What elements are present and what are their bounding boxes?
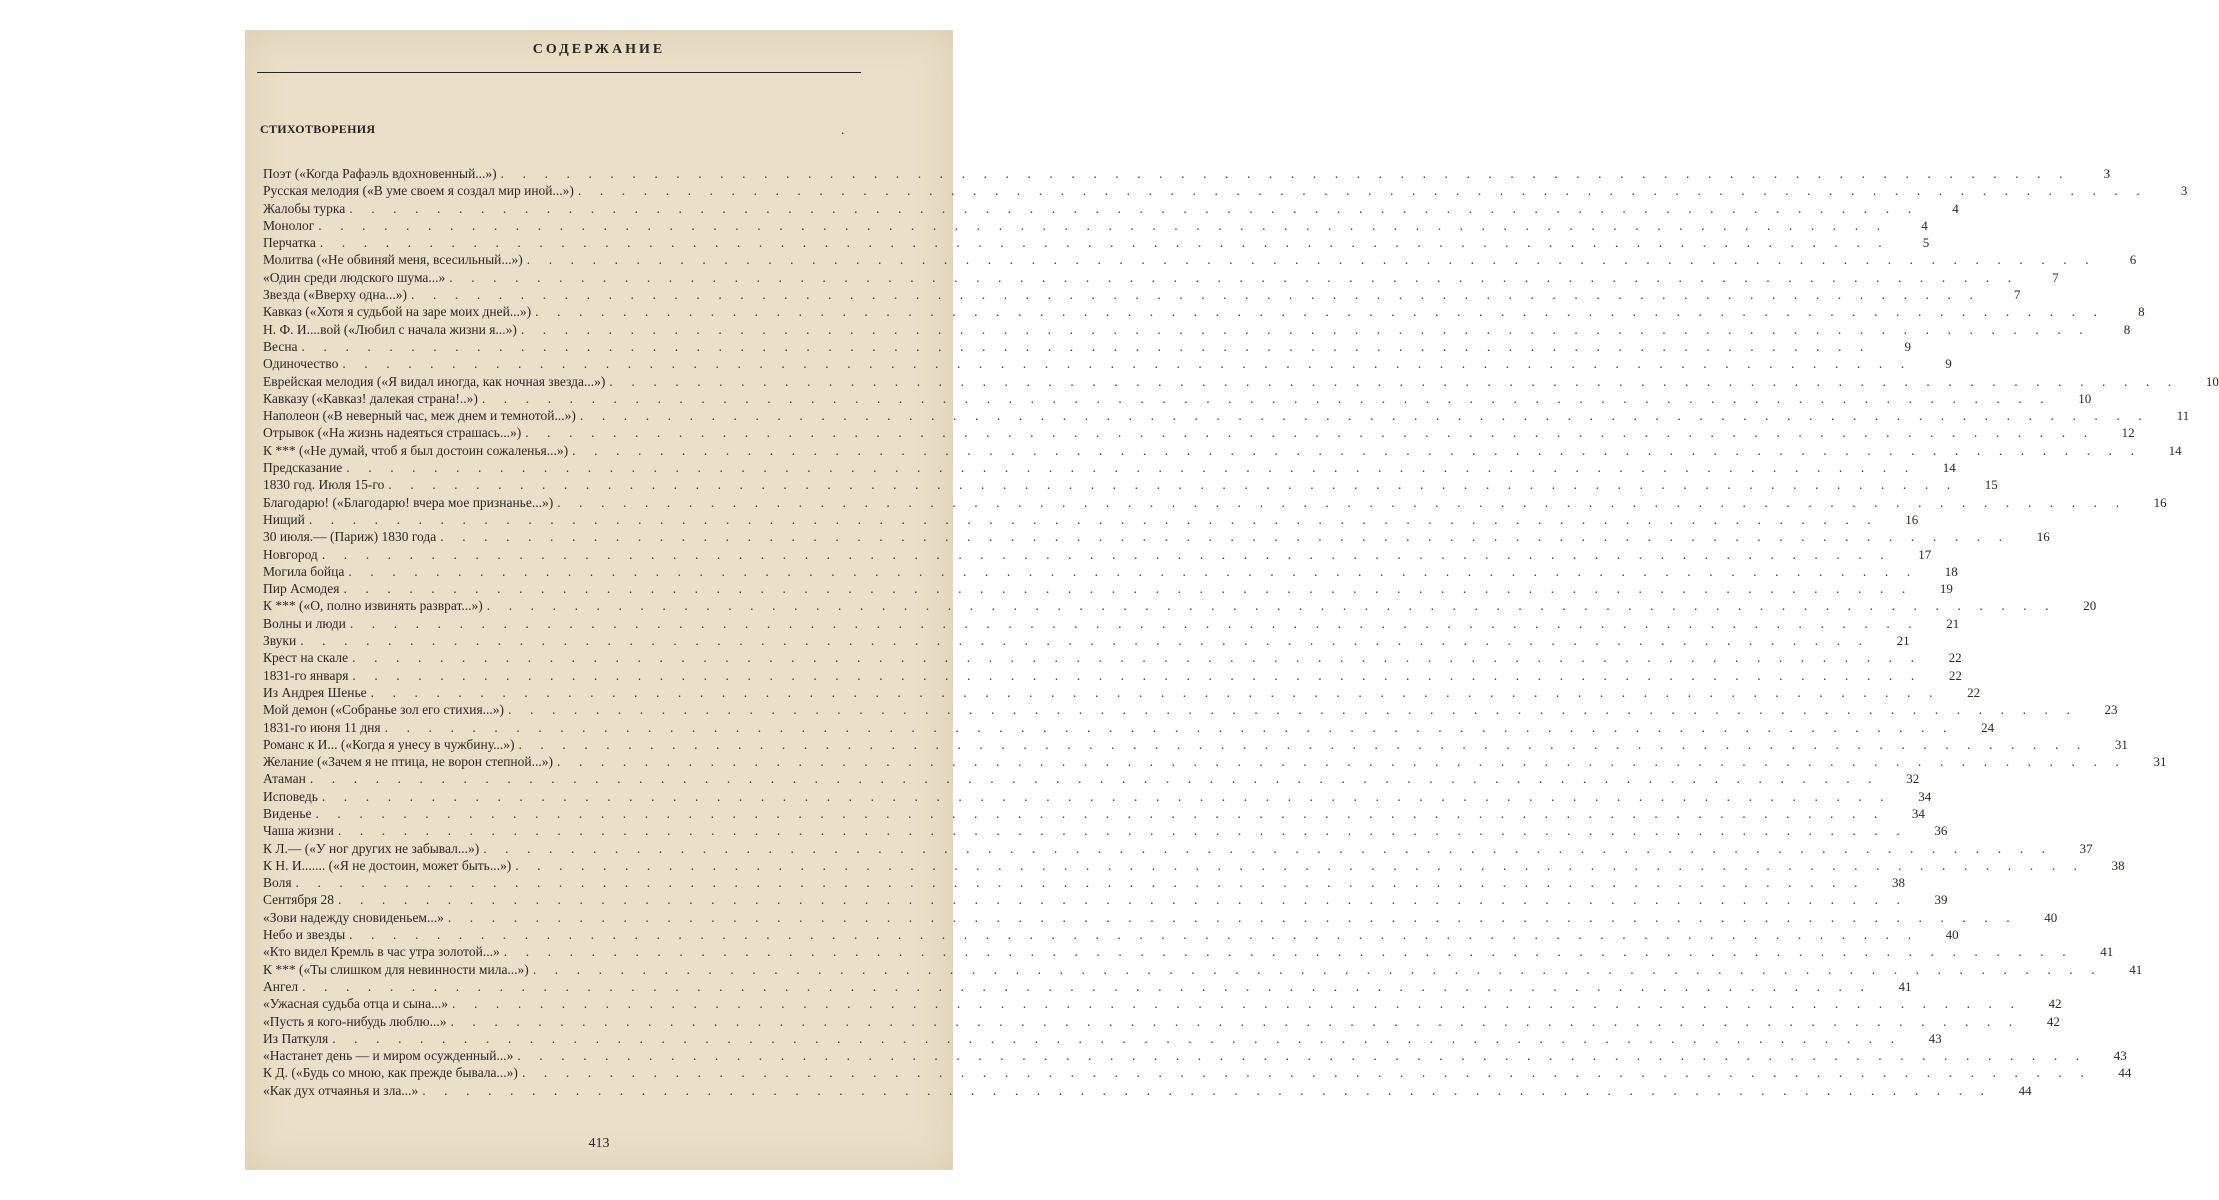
entry-page-number: 15	[1984, 477, 1998, 493]
entry-title: Из Паткуля	[263, 1030, 329, 1046]
entry-title: Чаша жизни	[263, 823, 334, 839]
dot-leader: . . . . . . . . . . . . . . . . . . . . . . . . . . . . . . . . . . . . . . . . . . . . . . . . . . . . . . . . . . . . . . . . . . . . . . . .	[532, 961, 2103, 977]
dot-leader: . . . . . . . . . . . . . . . . . . . . . . . . . . . . . . . . . . . . . . . . . . . . . . . . . . . . . . . . . . . . . . . . . . . . . . . .	[609, 373, 2179, 389]
dot-leader: . . . . . . . . . . . . . . . . . . . . . . . . . . . . . . . . . . . . . . . . . . . . . . . . . . . . . . . . . . . . . . . . . . . . . . . .	[319, 235, 1890, 251]
entry-page-number: 43	[1928, 1030, 1942, 1046]
entry-title: К Д. («Будь со мною, как прежде бывала...»)	[263, 1065, 518, 1081]
entry-page-number: 7	[2052, 269, 2059, 285]
toc-entry	[263, 1064, 2132, 1081]
entry-title: Монолог	[263, 217, 315, 233]
toc-entry	[263, 961, 2143, 978]
entry-page-number: 14	[2168, 442, 2182, 458]
dot-leader: . . . . . . . . . . . . . . . . . . . . . . . . . . . . . . . . . . . . . . . . . . . . . . . . . . . . . . . . . . . . . . . . . . . . . . . .	[450, 1013, 2020, 1029]
toc-entry	[263, 667, 1962, 684]
toc-entry	[263, 857, 2125, 874]
entry-page-number: 44	[2018, 1082, 2032, 1098]
entry-page-number: 12	[2121, 425, 2135, 441]
entry-page-number: 41	[1898, 978, 1912, 994]
dot-leader: . . . . . . . . . . . . . . . . . . . . . . . . . . . . . . . . . . . . . . . . . . . . . . . . . . . . . . . . . . . . . . . . . . . . . . . .	[535, 304, 2105, 320]
entry-page-number: 10	[2205, 373, 2219, 389]
entry-page-number: 6	[2129, 252, 2137, 268]
dot-leader: . . . . . . . . . . . . . . . . . . . . . . . . . . . . . . . . . . . . . . . . . . . . . . . . . . . . . . . . . . . . . . . . . . . . . . . .	[352, 650, 1922, 666]
entry-title: Звуки	[263, 633, 297, 649]
entry-page-number: 42	[2048, 996, 2062, 1012]
entry-page-number: 4	[1921, 217, 1928, 233]
entry-title: «Как дух отчаянья и зла...»	[263, 1082, 419, 1098]
dot-leader: . . . . . . . . . . . . . . . . . . . . . . . . . . . . . . . . . . . . . . . . . . . . . . . . . . . . . . . . . . . . . . . . . . . . . . . .	[449, 269, 2019, 285]
toc-entry	[263, 286, 2021, 303]
dot-leader: . . . . . . . . . . . . . . . . . . . . . . . . . . . . . . . . . . . . . . . . . . . . . . . . . . . . . . . . . . . . . . . . . . . . . . . .	[579, 408, 2150, 424]
toc-entry	[263, 649, 1962, 666]
toc-entry	[263, 891, 1948, 908]
toc-entry	[263, 442, 2182, 459]
entry-page-number: 40	[2044, 909, 2058, 925]
entry-page-number: 22	[1948, 667, 1962, 683]
entry-page-number: 18	[1944, 563, 1958, 579]
toc-entry	[263, 909, 2058, 926]
toc-entry	[263, 303, 2145, 320]
section-mark: .	[841, 122, 845, 137]
toc-entry	[263, 546, 1932, 563]
entry-page-number: 17	[1918, 546, 1932, 562]
toc-entry	[263, 511, 1919, 528]
entry-page-number: 43	[2113, 1048, 2127, 1064]
dot-leader: . . . . . . . . . . . . . . . . . . . . . . . . . . . . . . . . . . . . . . . . . . . . . . . . . . . . . . . . . . . . . . . . . . . . . . . .	[440, 529, 2010, 545]
dot-leader: . . . . . . . . . . . . . . . . . . . . . . . . . . . . . . . . . . . . . . . . . . . . . . . . . . . . . . . . . . . . . . . . . . . . . . . .	[301, 338, 1871, 354]
entry-title: 1831-го января	[263, 667, 349, 683]
toc-entry	[263, 580, 1953, 597]
entry-title: Ангел	[263, 978, 299, 994]
entry-title: 1830 год. Июля 15-го	[263, 477, 385, 493]
entry-title: К *** («Ты слишком для невинности мила...»)	[263, 961, 529, 977]
entry-page-number: 22	[1948, 650, 1962, 666]
toc-entry	[263, 494, 2167, 511]
dot-leader: . . . . . . . . . . . . . . . . . . . . . . . . . . . . . . . . . . . . . . . . . . . . . . . . . . . . . . . . . . . . . . . . . . . . . . . .	[295, 875, 1865, 891]
entry-page-number: 24	[1981, 719, 1995, 735]
entry-page-number: 11	[2176, 408, 2190, 424]
entry-title: Еврейская мелодия («Я видал иногда, как ночная звезда...»)	[263, 373, 606, 389]
toc-entry	[263, 840, 2093, 857]
toc-entry	[263, 234, 1930, 251]
dot-leader: . . . . . . . . . . . . . . . . . . . . . . . . . . . . . . . . . . . . . . . . . . . . . . . . . . . . . . . . . . . . . . . . . . . . . . . .	[337, 823, 1908, 839]
entry-title: Атаман	[263, 771, 306, 787]
entry-title: «Ужасная судьба отца и сына...»	[263, 996, 449, 1012]
dot-leader: . . . . . . . . . . . . . . . . . . . . . . . . . . . . . . . . . . . . . . . . . . . . . . . . . . . . . . . . . . . . . . . . . . . . . . . .	[349, 200, 1919, 216]
entry-title: Нищий	[263, 511, 305, 527]
toc-entry	[263, 978, 1912, 995]
entry-page-number: 3	[2180, 183, 2188, 199]
toc-entry	[263, 684, 1981, 701]
entry-page-number: 7	[2013, 287, 2021, 303]
entry-title: Виденье	[263, 805, 312, 821]
dot-leader: . . . . . . . . . . . . . . . . . . . . . . . . . . . . . . . . . . . . . . . . . . . . . . . . . . . . . . . . . . . . . . . . . . . . . . . .	[577, 183, 2148, 199]
dot-leader: . . . . . . . . . . . . . . . . . . . . . . . . . . . . . . . . . . . . . . . . . . . . . . . . . . . . . . . . . . . . . . . . . . . . . . . .	[349, 615, 1920, 631]
dot-leader: . . . . . . . . . . . . . . . . . . . . . . . . . . . . . . . . . . . . . . . . . . . . . . . . . . . . . . . . . . . . . . . . . . . . . . . .	[520, 321, 2091, 337]
toc-entry	[263, 217, 1928, 234]
entry-page-number: 10	[2078, 390, 2092, 406]
dot-leader: . . . . . . . . . . . . . . . . . . . . . . . . . . . . . . . . . . . . . . . . . . . . . . . . . . . . . . . . . . . . . . . . . . . . . . . .	[338, 892, 1908, 908]
entry-title: К Н. И....... («Я не достоин, может быть...»)	[263, 857, 512, 873]
dot-leader: . . . . . . . . . . . . . . . . . . . . . . . . . . . . . . . . . . . . . . . . . . . . . . . . . . . . . . . . . . . . . . . . . . . . . . . .	[349, 927, 1919, 943]
toc-entry	[263, 476, 1998, 493]
toc-entry	[263, 407, 2190, 424]
section-heading: СТИХОТВОРЕНИЯ	[260, 122, 376, 136]
entry-title: Наполеон («В неверный час, меж днем и темнотой...»)	[263, 408, 576, 424]
entry-title: «Зови надежду сновиденьем...»	[263, 909, 444, 925]
entry-title: К Л.— («У ног других не забывал...»)	[263, 840, 480, 856]
entry-title: Новгород	[263, 546, 318, 562]
toc-entry	[263, 632, 1910, 649]
dot-leader: . . . . . . . . . . . . . . . . . . . . . . . . . . . . . . . . . . . . . . . . . . . . . . . . . . . . . . . . . . . . . . . . . . . . . . . .	[309, 771, 1880, 787]
toc-entry	[263, 321, 2131, 338]
dot-leader: . . . . . . . . . . . . . . . . . . . . . . . . . . . . . . . . . . . . . . . . . . . . . . . . . . . . . . . . . . . . . . . . . . . . . . . .	[315, 805, 1885, 821]
dot-leader: . . . . . . . . . . . . . . . . . . . . . . . . . . . . . . . . . . . . . . . . . . . . . . . . . . . . . . . . . . . . . . . . . . . . . . . .	[481, 390, 2052, 406]
toc-entry	[263, 1082, 2032, 1099]
entry-page-number: 39	[1934, 892, 1948, 908]
dot-leader: . . . . . . . . . . . . . . . . . . . . . . . . . . . . . . . . . . . . . . . . . . . . . . . . . . . . . . . . . . . . . . . . . . . . . . . .	[321, 788, 1892, 804]
entry-title: Небо и звезды	[263, 927, 346, 943]
toc-entry	[263, 753, 2167, 770]
entry-page-number: 21	[1946, 615, 1960, 631]
page-title: СОДЕРЖАНИЕ	[532, 42, 666, 57]
entry-title: Поэт («Когда Рафаэль вдохновенный...»)	[263, 166, 497, 181]
entry-page-number: 31	[2153, 754, 2167, 770]
entry-title: К *** («Не думай, чтоб я был достоин сожаленья...»)	[263, 442, 569, 458]
toc-entry	[263, 736, 2128, 753]
dot-leader: . . . . . . . . . . . . . . . . . . . . . . . . . . . . . . . . . . . . . . . . . . . . . . . . . . . . . . . . . . . . . . . . . . . . . . . .	[486, 598, 2057, 614]
entry-page-number: 8	[2123, 321, 2131, 337]
entry-page-number: 34	[1911, 805, 1925, 821]
toc-entry	[263, 822, 1948, 839]
book-page	[245, 30, 2219, 1170]
entry-title: Пир Асмодея	[263, 581, 340, 597]
entry-page-number: 9	[1945, 356, 1952, 372]
entry-page-number: 4	[1952, 200, 1959, 216]
toc-entry	[263, 563, 1958, 580]
dot-leader: . . . . . . . . . . . . . . . . . . . . . . . . . . . . . . . . . . . . . . . . . . . . . . . . . . . . . . . . . . . . . . . . . . . . . . . .	[318, 217, 1888, 233]
entry-page-number: 16	[1905, 511, 1919, 527]
entry-page-number: 20	[2083, 598, 2097, 614]
entry-page-number: 21	[1896, 633, 1910, 649]
entry-title: Воля	[263, 875, 292, 891]
dot-leader: . . . . . . . . . . . . . . . . . . . . . . . . . . . . . . . . . . . . . . . . . . . . . . . . . . . . . . . . . . . . . . . . . . . . . . . .	[557, 754, 2127, 770]
entry-title: «Кто видел Кремль в час утра золотой...»	[263, 944, 500, 960]
dot-leader: . . . . . . . . . . . . . . . . . . . . . . . . . . . . . . . . . . . . . . . . . . . . . . . . . . . . . . . . . . . . . . . . . . . . . . . .	[342, 356, 1912, 372]
dot-leader: . . . . . . . . . . . . . . . . . . . . . . . . . . . . . . . . . . . . . . . . . . . . . . . . . . . . . . . . . . . . . . . . . . . . . . . .	[503, 944, 2074, 960]
entry-title: Исповедь	[263, 788, 318, 804]
toc-entry	[263, 597, 2097, 614]
dot-leader: . . . . . . . . . . . . . . . . . . . . . . . . . . . . . . . . . . . . . . . . . . . . . . . . . . . . . . . . . . . . . . . . . . . . . . . .	[447, 909, 2018, 925]
entry-page-number: 31	[2114, 736, 2128, 752]
entry-page-number: 8	[2138, 304, 2145, 320]
entry-title: Романс к И... («Когда я унесу в чужбину...»)	[263, 736, 515, 752]
entry-title: 1831-го июня 11 дня	[263, 719, 381, 735]
entry-page-number: 41	[2129, 961, 2143, 977]
entry-title: 30 июля.— (Париж) 1830 года	[263, 529, 437, 545]
entry-page-number: 22	[1967, 684, 1981, 700]
entry-page-number: 19	[1939, 581, 1953, 597]
dot-leader: . . . . . . . . . . . . . . . . . . . . . . . . . . . . . . . . . . . . . . . . . . . . . . . . . . . . . . . . . . . . . . . . . . . . . . . .	[352, 667, 1922, 683]
entry-page-number: 16	[2153, 494, 2167, 510]
dot-leader: . . . . . . . . . . . . . . . . . . . . . . . . . . . . . . . . . . . . . . . . . . . . . . . . . . . . . . . . . . . . . . . . . . . . . . . .	[332, 1030, 1902, 1046]
dot-leader: . . . . . . . . . . . . . . . . . . . . . . . . . . . . . . . . . . . . . . . . . . . . . . . . . . . . . . . . . . . . . . . . . . . . . . . .	[370, 684, 1941, 700]
entry-title: Предсказание	[263, 460, 343, 476]
toc-entry	[263, 788, 1932, 805]
entry-page-number: 38	[1891, 875, 1905, 891]
toc-entry	[263, 390, 2092, 407]
entry-title: Перчатка	[263, 235, 316, 251]
entry-title: Желание («Зачем я не птица, не ворон степной...»)	[263, 754, 553, 770]
entry-page-number: 41	[2100, 944, 2114, 960]
entry-title: Могила бойца	[263, 563, 345, 579]
toc-entry	[263, 338, 1911, 355]
entry-title: Отрывок («На жизнь надеяться страшась...»)	[263, 425, 522, 441]
entry-title: Жалобы турка	[263, 200, 346, 216]
entry-page-number: 32	[1906, 771, 1920, 787]
entry-title: Кавказ («Хотя я судьбой на заре моих дней...»)	[263, 304, 532, 320]
dot-leader: . . . . . . . . . . . . . . . . . . . . . . . . . . . . . . . . . . . . . . . . . . . . . . . . . . . . . . . . . . . . . . . . . . . . . . . .	[557, 494, 2127, 510]
entry-page-number: 9	[1904, 338, 1911, 354]
dot-leader: . . . . . . . . . . . . . . . . . . . . . . . . . . . . . . . . . . . . . . . . . . . . . . . . . . . . . . . . . . . . . . . . . . . . . . . .	[525, 425, 2095, 441]
toc-entry	[263, 615, 1960, 632]
toc-entry	[263, 424, 2135, 441]
dot-leader: . . . . . . . . . . . . . . . . . . . . . . . . . . . . . . . . . . . . . . . . . . . . . . . . . . . . . . . . . . . . . . . . . . . . . . . .	[452, 996, 2022, 1012]
entry-page-number: 5	[1922, 235, 1930, 251]
dot-leader: . . . . . . . . . . . . . . . . . . . . . . . . . . . . . . . . . . . . . . . . . . . . . . . . . . . . . . . . . . . . . . . . . . . . . . . .	[526, 252, 2097, 268]
toc-entry	[263, 1047, 2127, 1064]
entry-page-number: 42	[2046, 1013, 2060, 1029]
entry-title: «Настанет день — и миром осужденный...»	[263, 1048, 514, 1064]
entry-title: «Один среди людского шума...»	[263, 269, 446, 285]
dot-leader: . . . . . . . . . . . . . . . . . . . . . . . . . . . . . . . . . . . . . . . . . . . . . . . . . . . . . . . . . . . . . . . . . . . . . . . .	[308, 511, 1879, 527]
toc-entry	[263, 1013, 2060, 1030]
entry-title: Волны и люди	[263, 615, 346, 631]
dot-leader: . . . . . . . . . . . . . . . . . . . . . . . . . . . . . . . . . . . . . . . . . . . . . . . . . . . . . . . . . . . . . . . . . . . . . . . .	[411, 287, 1981, 303]
entry-title: Н. Ф. И....вой («Любил с начала жизни я...»)	[263, 321, 517, 337]
dot-leader: . . . . . . . . . . . . . . . . . . . . . . . . . . . . . . . . . . . . . . . . . . . . . . . . . . . . . . . . . . . . . . . . . . . . . . . .	[300, 633, 1870, 649]
table-of-contents	[263, 165, 2219, 1099]
toc-entry	[263, 200, 1959, 217]
entry-title: Кавказу («Кавказ! далекая страна!..»)	[263, 390, 478, 406]
header-rule	[257, 72, 861, 73]
entry-title: Русская мелодия («В уме своем я создал мир иной...»)	[263, 183, 574, 199]
entry-title: Крест на скале	[263, 650, 349, 666]
toc-entry	[263, 874, 1905, 891]
entry-title: Из Андрея Шенье	[263, 684, 367, 700]
dot-leader: . . . . . . . . . . . . . . . . . . . . . . . . . . . . . . . . . . . . . . . . . . . . . . . . . . . . . . . . . . . . . . . . . . . . . . . .	[515, 857, 2085, 873]
entry-title: Звезда («Вверху одна...»)	[263, 287, 408, 303]
toc-entry	[263, 1030, 1942, 1047]
entry-page-number: 36	[1934, 823, 1948, 839]
entry-page-number: 40	[1945, 927, 1959, 943]
toc-entry	[263, 269, 2059, 286]
entry-title: Одиночество	[263, 356, 339, 372]
entry-title: Молитва («Не обвиняй меня, всесильный...»)	[263, 252, 523, 268]
entry-title: К *** («О, полно извинять разврат...»)	[263, 598, 483, 614]
entry-page-number: 38	[2111, 857, 2125, 873]
toc-entry	[263, 528, 2050, 545]
dot-leader: . . . . . . . . . . . . . . . . . . . . . . . . . . . . . . . . . . . . . . . . . . . . . . . . . . . . . . . . . . . . . . . . . . . . . . . .	[521, 1065, 2092, 1081]
entry-title: Мой демон («Собранье зол его стихия...»)	[263, 702, 505, 718]
toc-entry	[263, 701, 2118, 718]
dot-leader: . . . . . . . . . . . . . . . . . . . . . . . . . . . . . . . . . . . . . . . . . . . . . . . . . . . . . . . . . . . . . . . . . . . . . . . .	[343, 581, 1913, 597]
entry-page-number: 3	[2103, 166, 2111, 181]
entry-page-number: 34	[1918, 788, 1932, 804]
toc-entry	[263, 943, 2114, 960]
dot-leader: . . . . . . . . . . . . . . . . . . . . . . . . . . . . . . . . . . . . . . . . . . . . . . . . . . . . . . . . . . . . . . . . . . . . . . . .	[346, 460, 1916, 476]
toc-entry	[263, 770, 1920, 787]
entry-page-number: 44	[2118, 1065, 2132, 1081]
dot-leader: . . . . . . . . . . . . . . . . . . . . . . . . . . . . . . . . . . . . . . . . . . . . . . . . . . . . . . . . . . . . . . . . . . . . . . . .	[517, 1048, 2087, 1064]
dot-leader: . . . . . . . . . . . . . . . . . . . . . . . . . . . . . . . . . . . . . . . . . . . . . . . . . . . . . . . . . . . . . . . . . . . . . . . .	[572, 442, 2142, 458]
dot-leader: . . . . . . . . . . . . . . . . . . . . . . . . . . . . . . . . . . . . . . . . . . . . . . . . . . . . . . . . . . . . . . . . . . . . . . . .	[321, 546, 1892, 562]
entry-title: «Пусть я кого-нибудь люблю...»	[263, 1013, 447, 1029]
dot-leader: . . . . . . . . . . . . . . . . . . . . . . . . . . . . . . . . . . . . . . . . . . . . . . . . . . . . . . . . . . . . . . . . . . . . . . . .	[384, 719, 1955, 735]
dot-leader: . . . . . . . . . . . . . . . . . . . . . . . . . . . . . . . . . . . . . . . . . . . . . . . . . . . . . . . . . . . . . . . . . . . . . . . .	[302, 978, 1872, 994]
dot-leader: . . . . . . . . . . . . . . . . . . . . . . . . . . . . . . . . . . . . . . . . . . . . . . . . . . . . . . . . . . . . . . . . . . . . . . . .	[388, 477, 1958, 493]
entry-page-number: 23	[2104, 702, 2118, 718]
entry-title: Сентября 28	[263, 892, 335, 908]
dot-leader: . . . . . . . . . . . . . . . . . . . . . . . . . . . . . . . . . . . . . . . . . . . . . . . . . . . . . . . . . . . . . . . . . . . . . . . .	[422, 1082, 1992, 1098]
page-number: 413	[588, 1136, 610, 1151]
toc-entry	[263, 459, 1956, 476]
dot-leader: . . . . . . . . . . . . . . . . . . . . . . . . . . . . . . . . . . . . . . . . . . . . . . . . . . . . . . . . . . . . . . . . . . . . . . . .	[508, 702, 2078, 718]
toc-entry	[263, 805, 1925, 822]
toc-entry	[263, 995, 2062, 1012]
entry-title: Благодарю! («Благодарю! вчера мое признанье...»)	[263, 494, 554, 510]
toc-entry	[263, 926, 1959, 943]
dot-leader: . . . . . . . . . . . . . . . . . . . . . . . . . . . . . . . . . . . . . . . . . . . . . . . . . . . . . . . . . . . . . . . . . . . . . . . .	[500, 166, 2071, 181]
entry-page-number: 37	[2079, 840, 2093, 856]
entry-page-number: 14	[1942, 460, 1956, 476]
entry-page-number: 16	[2036, 529, 2050, 545]
entry-title: Весна	[263, 338, 298, 354]
dot-leader: . . . . . . . . . . . . . . . . . . . . . . . . . . . . . . . . . . . . . . . . . . . . . . . . . . . . . . . . . . . . . . . . . . . . . . . .	[483, 840, 2053, 856]
toc-entry	[263, 373, 2219, 390]
dot-leader: . . . . . . . . . . . . . . . . . . . . . . . . . . . . . . . . . . . . . . . . . . . . . . . . . . . . . . . . . . . . . . . . . . . . . . . .	[348, 563, 1918, 579]
toc-entry	[263, 719, 1995, 736]
toc-entry	[263, 355, 1952, 372]
toc-entry	[263, 251, 2137, 268]
toc-entry	[263, 165, 2111, 182]
dot-leader: . . . . . . . . . . . . . . . . . . . . . . . . . . . . . . . . . . . . . . . . . . . . . . . . . . . . . . . . . . . . . . . . . . . . . . . .	[518, 736, 2088, 752]
toc-entry	[263, 182, 2188, 199]
